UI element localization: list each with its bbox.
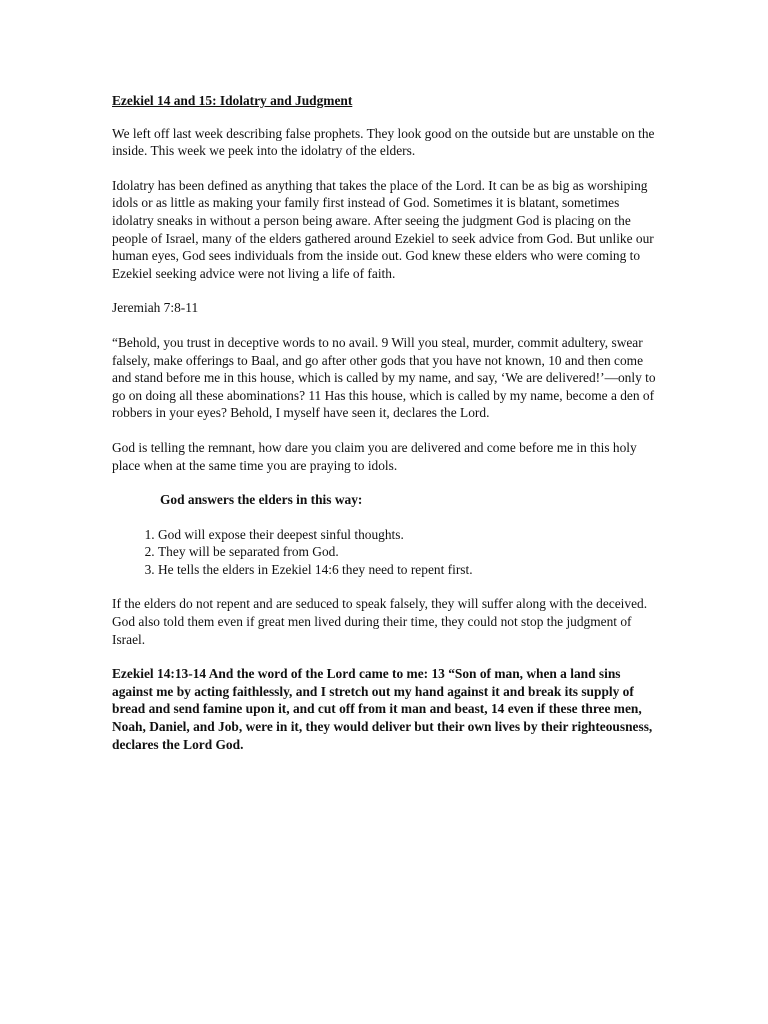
scripture-quote: “Behold, you trust in deceptive words to no avail. 9 Will you steal, murder, commit adultery, swear falsely, make offerings to Baal, and go after other gods that you have not known, 10 and then come and stand before me in this house, which is called by my name, and say, ‘We are delivered!’—only to go on doing all these abominations? 11 Has this house, which is called by my name, become a den of robbers in your eyes? Behold, I myself have seen it, declares the Lord. [112, 334, 656, 421]
remnant-paragraph: God is telling the remnant, how dare you claim you are delivered and come before me in this holy place when at the same time you are praying to idols. [112, 439, 637, 473]
list-item: 2. They will be separated from God. [158, 543, 660, 561]
list-item: 3. He tells the elders in Ezekiel 14:6 they need to repent first. [158, 561, 660, 579]
answers-heading: God answers the elders in this way: [160, 492, 363, 508]
idolatry-paragraph: Idolatry has been defined as anything that takes the place of the Lord. It can be as big as worshiping idols or as little as making your family first instead of God. Sometimes it is blatant, sometimes idolatry sneaks in without a person being aware. After seeing the judgment God is placing on the people of Israel, many of the elders gathered around Ezekiel to seek advice from God. But unlike our human eyes, God sees individuals from the inside out. God knew these elders who were coming to Ezekiel seeking advice were not living a life of faith. [112, 177, 654, 281]
answers-list [112, 526, 660, 579]
list-item: 1. God will expose their deepest sinful thoughts. [158, 526, 660, 544]
scripture-reference: Jeremiah 7:8-11 [112, 300, 199, 316]
document-page [112, 92, 660, 770]
document-title: Ezekiel 14 and 15: Idolatry and Judgment [112, 93, 353, 108]
intro-paragraph: We left off last week describing false prophets. They look good on the outside but are unstable on the inside. This week we peek into the idolatry of the elders. [112, 125, 655, 159]
closing-scripture-quote: Ezekiel 14:13-14 And the word of the Lord came to me: 13 “Son of man, when a land sins against me by acting faithlessly, and I stretch out my hand against it and break its supply of bread and send famine upon it, and cut off from it man and beast, 14 even if these three men, Noah, Daniel, and Job, were in it, they would deliver but their own lives by their righteousness, declares the Lord God. [112, 666, 653, 752]
elders-paragraph: If the elders do not repent and are seduced to speak falsely, they will suffer along with the deceived. God also told them even if great men lived during their time, they could not stop the judgment of Israel. [112, 596, 648, 647]
